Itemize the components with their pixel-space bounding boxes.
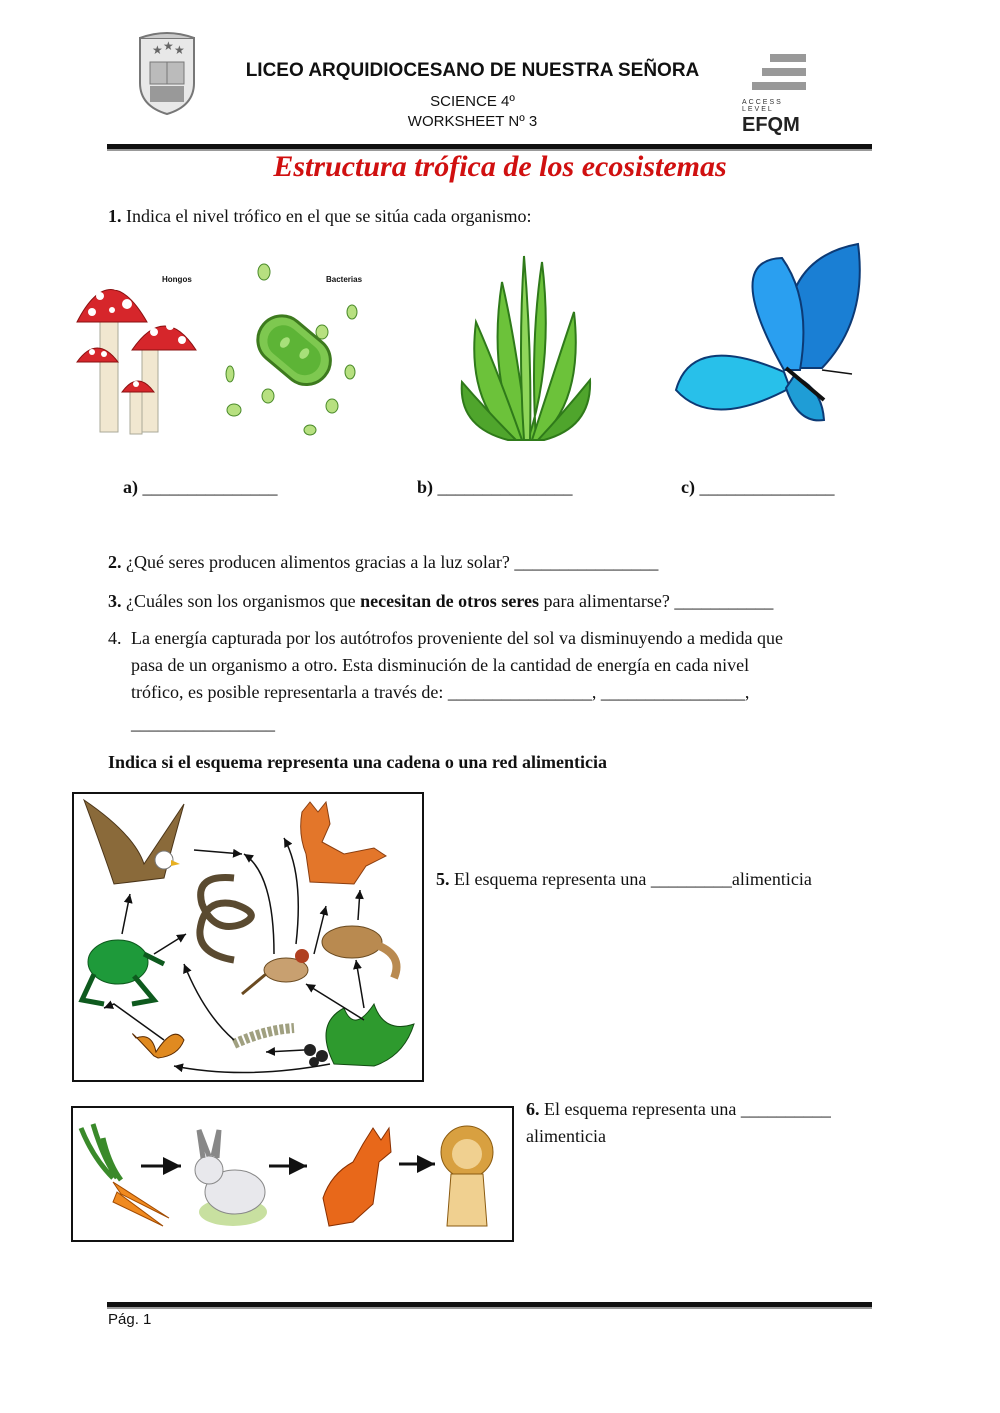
butterfly-image	[672, 240, 868, 436]
footer-rule	[107, 1302, 872, 1307]
answer-b-label: b)	[417, 477, 434, 497]
question-4[interactable]	[131, 625, 891, 737]
question-2-number: 2.	[108, 552, 122, 572]
plant-icon	[304, 1004, 414, 1067]
butterfly-small-icon	[133, 1034, 184, 1058]
snake-icon	[200, 878, 251, 960]
question-4-line-4: ________________	[131, 713, 275, 733]
school-name: LICEO ARQUIDIOCESANO DE NUESTRA SEÑORA	[245, 60, 700, 81]
question-4-line-1: La energía capturada por los autótrofos proveniente del sol va disminuyendo a medida que	[131, 628, 783, 648]
caterpillar-icon	[234, 1028, 294, 1044]
svg-text:★: ★	[174, 43, 185, 57]
bacteria-label: Bacterias	[326, 275, 363, 284]
question-5[interactable]	[436, 866, 812, 893]
answer-c[interactable]	[681, 477, 834, 498]
fungi-label: Hongos	[162, 275, 192, 284]
question-3[interactable]	[108, 588, 773, 615]
page-title: Estructura trófica de los ecosistemas	[273, 150, 727, 183]
food-web-diagram	[72, 792, 424, 1082]
answer-a[interactable]	[123, 477, 278, 498]
question-6-text-2: alimenticia	[526, 1126, 606, 1146]
answer-a-blank[interactable]: _______________	[142, 477, 278, 497]
school-crest	[132, 28, 202, 116]
rabbit-icon	[195, 1130, 267, 1226]
food-chain-diagram	[71, 1106, 514, 1242]
question-5-number: 5.	[436, 869, 450, 889]
sparrow-icon	[242, 949, 309, 994]
efqm-access-level-text: ACCESS LEVEL	[742, 99, 783, 113]
answer-b[interactable]	[417, 477, 573, 498]
question-5-text: El esquema representa una _________alimenticia	[454, 869, 812, 889]
frog-icon	[82, 940, 164, 1004]
fox-small-icon	[323, 1128, 391, 1226]
lion-icon	[441, 1126, 493, 1226]
answer-b-blank[interactable]: _______________	[437, 477, 573, 497]
question-3-text-a: ¿Cuáles son los organismos que	[126, 591, 361, 611]
question-1-number: 1.	[108, 206, 122, 226]
bacteria-image	[222, 262, 367, 437]
question-3-number: 3.	[108, 591, 122, 611]
question-6-text-1: El esquema representa una __________	[544, 1099, 831, 1119]
question-6-number: 6.	[526, 1099, 540, 1119]
eagle-icon	[84, 800, 184, 884]
answer-a-label: a)	[123, 477, 138, 497]
question-4-line-3: trófico, es posible representarla a través de: ________________, ________________,	[131, 682, 750, 702]
question-3-text-b: para alimentarse? ___________	[538, 591, 774, 611]
page-number: Pág. 1	[108, 1311, 152, 1328]
question-1-text: Indica el nivel trófico en el que se sitúa cada organismo:	[126, 206, 532, 226]
header-rule	[107, 144, 872, 149]
svg-text:★: ★	[163, 39, 174, 53]
subject-label: SCIENCE 4º	[430, 93, 515, 110]
chipmunk-icon	[322, 926, 397, 978]
section-heading: Indica si el esquema representa una cadena o una red alimenticia	[108, 752, 608, 772]
svg-text:★: ★	[152, 43, 163, 57]
answer-c-label: c)	[681, 477, 695, 497]
efqm-logo-text: EFQM	[742, 114, 800, 136]
question-4-number: 4.	[108, 628, 122, 648]
question-2-text: ¿Qué seres producen alimentos gracias a la luz solar? ________________	[126, 552, 659, 572]
fox-icon	[301, 802, 386, 884]
efqm-logo	[740, 52, 812, 138]
answer-c-blank[interactable]: _______________	[699, 477, 835, 497]
fungi-image	[72, 262, 202, 437]
question-2[interactable]	[108, 549, 658, 576]
carrot-icon	[81, 1124, 169, 1226]
question-1	[108, 203, 532, 230]
question-3-text-bold: necesitan de otros seres	[360, 591, 539, 611]
seaweed-image	[458, 252, 593, 444]
question-4-line-2: pasa de un organismo a otro. Esta disminución de la cantidad de energía en cada nivel	[131, 655, 750, 675]
question-6[interactable]	[526, 1096, 886, 1150]
worksheet-label: WORKSHEET Nº 3	[407, 113, 538, 130]
